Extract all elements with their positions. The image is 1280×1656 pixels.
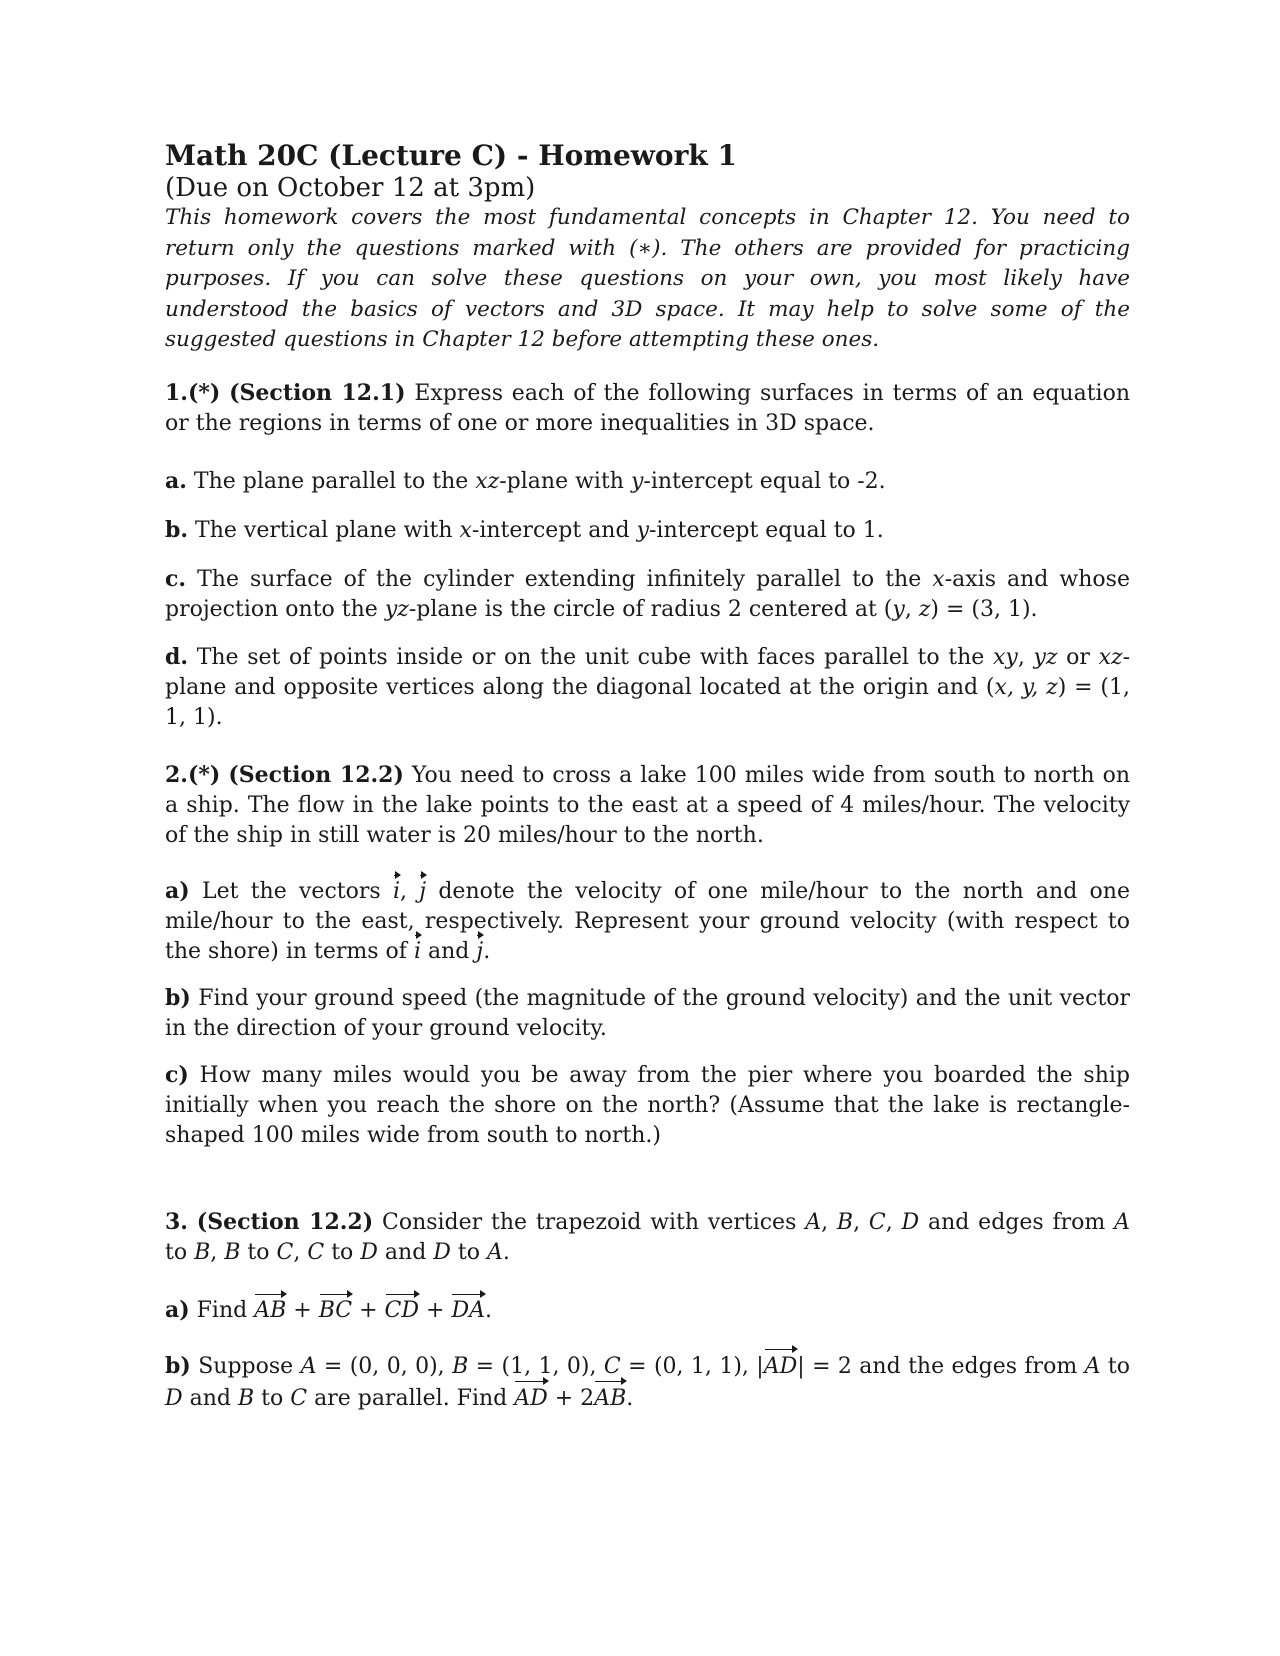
- text: -axis and whose projection onto the: [165, 567, 1130, 622]
- text: -intercept equal to 1.: [649, 518, 884, 543]
- q1-text: Express each of the following surfaces in terms of an equation or the regions in terms of one or more inequalities in 3D space.: [165, 381, 1130, 436]
- math: yz: [384, 597, 409, 622]
- text: + 2: [547, 1386, 595, 1411]
- text: Find your ground speed (the magnitude of the ground velocity) and the unit vector in the direction of your ground velocity.: [165, 986, 1131, 1041]
- text: and: [421, 939, 477, 964]
- intro-text: This homework covers the most fundamental concepts in Chapter 12. You need to return only the questions marked with (∗). The others are provided for practicing purposes. If you can solve these questions on your own, you most likely have understood the basics of vectors and 3D space. It may help to solve some of the suggested questions in Chapter 12 before attempting these ones.: [165, 205, 1130, 352]
- text: +: [286, 1298, 319, 1323]
- question-3: [165, 1207, 1130, 1268]
- math: A: [1114, 1210, 1130, 1235]
- text: = (0, 0, 0),: [316, 1354, 453, 1379]
- part-label: b): [165, 985, 191, 1011]
- text: ,: [821, 1210, 837, 1235]
- text: to: [1100, 1354, 1130, 1379]
- text: +: [419, 1298, 452, 1323]
- q2-part-c: [165, 1060, 1130, 1151]
- part-label: a): [165, 1297, 190, 1323]
- question-1: [165, 378, 1130, 439]
- part-label: c.: [165, 566, 187, 592]
- part-label: b): [165, 1353, 191, 1379]
- text: The vertical plane with: [195, 518, 460, 543]
- text: ,: [210, 1240, 225, 1265]
- text: .: [626, 1386, 634, 1411]
- text: and edges from: [919, 1210, 1115, 1235]
- text: -plane with: [499, 469, 631, 494]
- math: D: [901, 1210, 920, 1235]
- text: ) = (3, 1).: [930, 597, 1038, 622]
- text: to: [240, 1240, 277, 1265]
- text: .: [502, 1240, 510, 1265]
- text: +: [352, 1298, 385, 1323]
- text: to: [450, 1240, 487, 1265]
- part-label: a): [165, 878, 190, 904]
- text: .: [484, 1298, 492, 1323]
- math: y: [892, 597, 905, 622]
- math: B: [194, 1240, 211, 1265]
- vector-j: j: [476, 937, 483, 967]
- text: ,: [904, 597, 919, 622]
- text: to: [165, 1240, 195, 1265]
- text: = (0, 1, 1), |: [620, 1354, 764, 1379]
- text: ,: [1017, 645, 1034, 670]
- q2-number: 2.(*): [165, 762, 221, 788]
- text: Suppose: [198, 1354, 301, 1379]
- math: C: [276, 1240, 294, 1265]
- text: The surface of the cylinder extending infinitely parallel to the: [197, 567, 933, 592]
- part-label: c): [165, 1062, 189, 1088]
- q1-section: (Section 12.1): [229, 380, 406, 406]
- math: y: [636, 518, 649, 543]
- q1-part-c: [165, 564, 1130, 625]
- text: and: [377, 1240, 434, 1265]
- text: | = 2 and the edges from: [797, 1354, 1085, 1379]
- math: xy: [992, 645, 1018, 670]
- vector-cd: CD: [385, 1296, 419, 1326]
- vector-i: i: [393, 877, 400, 907]
- vector-da: DA: [451, 1296, 485, 1326]
- text: The set of points inside or on the unit cube with faces parallel to the: [196, 645, 993, 670]
- vector-i: i: [414, 937, 421, 967]
- math: A: [487, 1240, 503, 1265]
- math: C: [307, 1240, 325, 1265]
- text: Find: [196, 1298, 255, 1323]
- q3-number: 3.: [165, 1209, 188, 1235]
- math: xz: [1098, 645, 1123, 670]
- math: A: [805, 1210, 822, 1235]
- part-label: b.: [165, 517, 189, 543]
- text: or: [1057, 645, 1099, 670]
- math: D: [360, 1240, 378, 1265]
- due-date: (Due on October 12 at 3pm): [165, 173, 536, 203]
- part-label: a.: [165, 468, 187, 494]
- q3-part-b: [165, 1350, 1130, 1415]
- q2-text: You need to cross a lake 100 miles wide from south to north on a ship. The flow in the lake points to the east at a speed of 4 miles/hour. The velocity of the ship in still water is 20 miles/hour to the north.: [165, 763, 1130, 848]
- math: x: [459, 518, 472, 543]
- text: ,: [853, 1210, 869, 1235]
- vector-j: j: [419, 877, 426, 907]
- math: xz: [475, 469, 500, 494]
- text: ) = (1, 1, 1).: [165, 675, 1131, 730]
- q1-part-d: [165, 642, 1130, 733]
- math: B: [452, 1354, 469, 1379]
- text: denote the velocity of one mile/hour to the north and one mile/hour to the east, respectively. Represent your ground velocity (with respect to the shore) in terms of: [165, 879, 1130, 964]
- part-label: d.: [165, 644, 189, 670]
- vector-bc: BC: [319, 1296, 352, 1326]
- q2-section: (Section 12.2): [228, 762, 404, 788]
- text: ,: [885, 1210, 902, 1235]
- math: x: [932, 567, 945, 592]
- text: = (1, 1, 0),: [468, 1354, 604, 1379]
- vector-ab: AB: [254, 1296, 286, 1326]
- vector-ab: AB: [594, 1383, 626, 1415]
- text: ,: [399, 879, 420, 904]
- math: B: [238, 1386, 255, 1411]
- q3-section: (Section 12.2): [196, 1209, 374, 1235]
- math: B: [836, 1210, 854, 1235]
- q2-part-a: [165, 876, 1130, 967]
- math: A: [1084, 1354, 1101, 1379]
- math: x, y, z: [994, 675, 1058, 700]
- math: z: [918, 597, 931, 622]
- text: .: [483, 939, 491, 964]
- question-2: [165, 760, 1130, 851]
- text: to: [324, 1240, 361, 1265]
- text: Consider the trapezoid with vertices: [381, 1210, 806, 1235]
- text: -plane is the circle of radius 2 centered at (: [408, 597, 893, 622]
- math: D: [165, 1386, 183, 1411]
- text: The plane parallel to the: [193, 469, 476, 494]
- math: C: [868, 1210, 886, 1235]
- math: A: [300, 1354, 317, 1379]
- math: B: [224, 1240, 241, 1265]
- q1-part-b: [165, 515, 1130, 546]
- math: y: [630, 469, 644, 494]
- text: How many miles would you be away from the pier where you boarded the ship initially when you reach the shore on the north? (Assume that the lake is rectangle-shaped 100 miles wide from south to north.): [165, 1063, 1130, 1148]
- text: to: [254, 1386, 291, 1411]
- page-title: Math 20C (Lecture C) - Homework 1: [165, 139, 737, 172]
- math: C: [290, 1386, 308, 1411]
- vector-ad: AD: [764, 1351, 798, 1383]
- vector-ad: AD: [514, 1383, 548, 1415]
- q3-part-a: [165, 1295, 1130, 1326]
- math: yz: [1033, 645, 1058, 670]
- math: C: [603, 1354, 621, 1379]
- text: ,: [293, 1240, 308, 1265]
- q1-part-a: [165, 466, 1130, 497]
- math: D: [433, 1240, 451, 1265]
- text: are parallel. Find: [307, 1386, 515, 1411]
- text: Let the vectors: [201, 879, 393, 904]
- text: and: [182, 1386, 238, 1411]
- q1-number: 1.(*): [165, 380, 221, 406]
- q2-part-b: [165, 983, 1130, 1044]
- text: -plane and opposite vertices along the diagonal located at the origin and (: [165, 645, 1131, 700]
- text: -intercept equal to -2.: [643, 469, 886, 494]
- text: -intercept and: [471, 518, 637, 543]
